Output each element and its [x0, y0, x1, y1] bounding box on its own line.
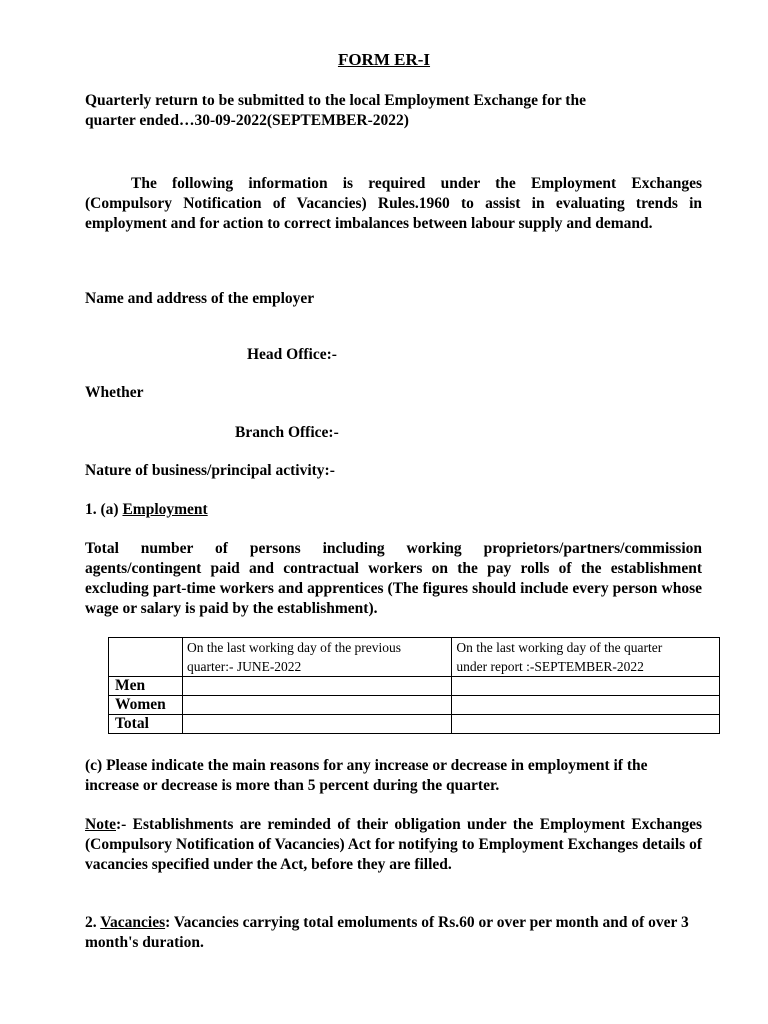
- header-current-line-1: On the last working day of the quarter: [456, 640, 663, 655]
- branch-office-label: Branch Office:-: [235, 424, 339, 441]
- section-2-text: : Vacancies carrying total emoluments of Rs.60 or over per month and of over 3 month's duration.: [85, 914, 689, 951]
- form-title: FORM ER-I: [337, 50, 431, 69]
- table-row: [109, 677, 720, 696]
- section-c-text: (c) Please indicate the main reasons for any increase or decrease in employment if the increase or decrease is more than 5 percent during the quarter.: [85, 757, 648, 794]
- row-label-total: Total: [109, 715, 183, 734]
- nature-of-business-label: Nature of business/principal activity:-: [85, 462, 335, 479]
- subtitle-line-1: Quarterly return to be submitted to the local Employment Exchange for the: [85, 92, 586, 109]
- header-previous-quarter: [182, 638, 451, 677]
- table-row: [109, 696, 720, 715]
- cell-total-current[interactable]: [452, 715, 720, 734]
- head-office-label: Head Office:-: [247, 346, 337, 363]
- whether-label: Whether: [85, 384, 144, 401]
- form-subtitle: [85, 91, 702, 131]
- subtitle-line-2: quarter ended…30-09-2022(SEPTEMBER-2022): [85, 112, 409, 129]
- header-current-line-2: under report :-SEPTEMBER-2022: [456, 659, 644, 674]
- employer-label: Name and address of the employer: [85, 290, 315, 307]
- section-2-paragraph: [85, 913, 702, 953]
- header-previous-line-1: On the last working day of the previous: [186, 640, 402, 655]
- cell-men-previous[interactable]: [182, 677, 451, 696]
- cell-men-current[interactable]: [452, 677, 720, 696]
- section-1-prefix: 1. (a): [85, 501, 123, 518]
- table-header-row: [109, 638, 720, 677]
- note-paragraph: [85, 815, 702, 875]
- cell-women-current[interactable]: [452, 696, 720, 715]
- row-label-women: Women: [109, 696, 183, 715]
- section-1-title: Employment: [122, 501, 208, 518]
- table-corner-cell: [109, 638, 183, 677]
- intro-paragraph: The following information is required under the Employment Exchanges (Compulsory Notification of Vacancies) Rules.1960 to assist in evaluating trends in employment and for action to correct imbalances between labour supply and demand.: [85, 175, 702, 232]
- table-row: [109, 715, 720, 734]
- cell-total-previous[interactable]: [182, 715, 451, 734]
- cell-women-previous[interactable]: [182, 696, 451, 715]
- header-previous-line-2: quarter:- JUNE-2022: [186, 659, 302, 674]
- employment-table: [108, 637, 720, 734]
- section-2-title: Vacancies: [100, 914, 166, 931]
- note-text: :- Establishments are reminded of their obligation under the Employment Exchanges (Compulsory Notification of Vacancies) Act for notifying to Employment Exchanges details of vacancies specified under the Act, before they are filled.: [85, 816, 702, 873]
- section-2-prefix: 2.: [85, 914, 101, 931]
- section-1-heading: [85, 500, 702, 520]
- row-label-men: Men: [109, 677, 183, 696]
- section-1-text: Total number of persons including working proprietors/partners/commission agents/contingent paid and contractual workers on the pay rolls of the establishment excluding part-time workers and apprentices (The figures should include every person whose wage or salary is paid by the establishment).: [85, 540, 702, 617]
- note-label: Note: [85, 816, 116, 833]
- header-current-quarter: [452, 638, 720, 677]
